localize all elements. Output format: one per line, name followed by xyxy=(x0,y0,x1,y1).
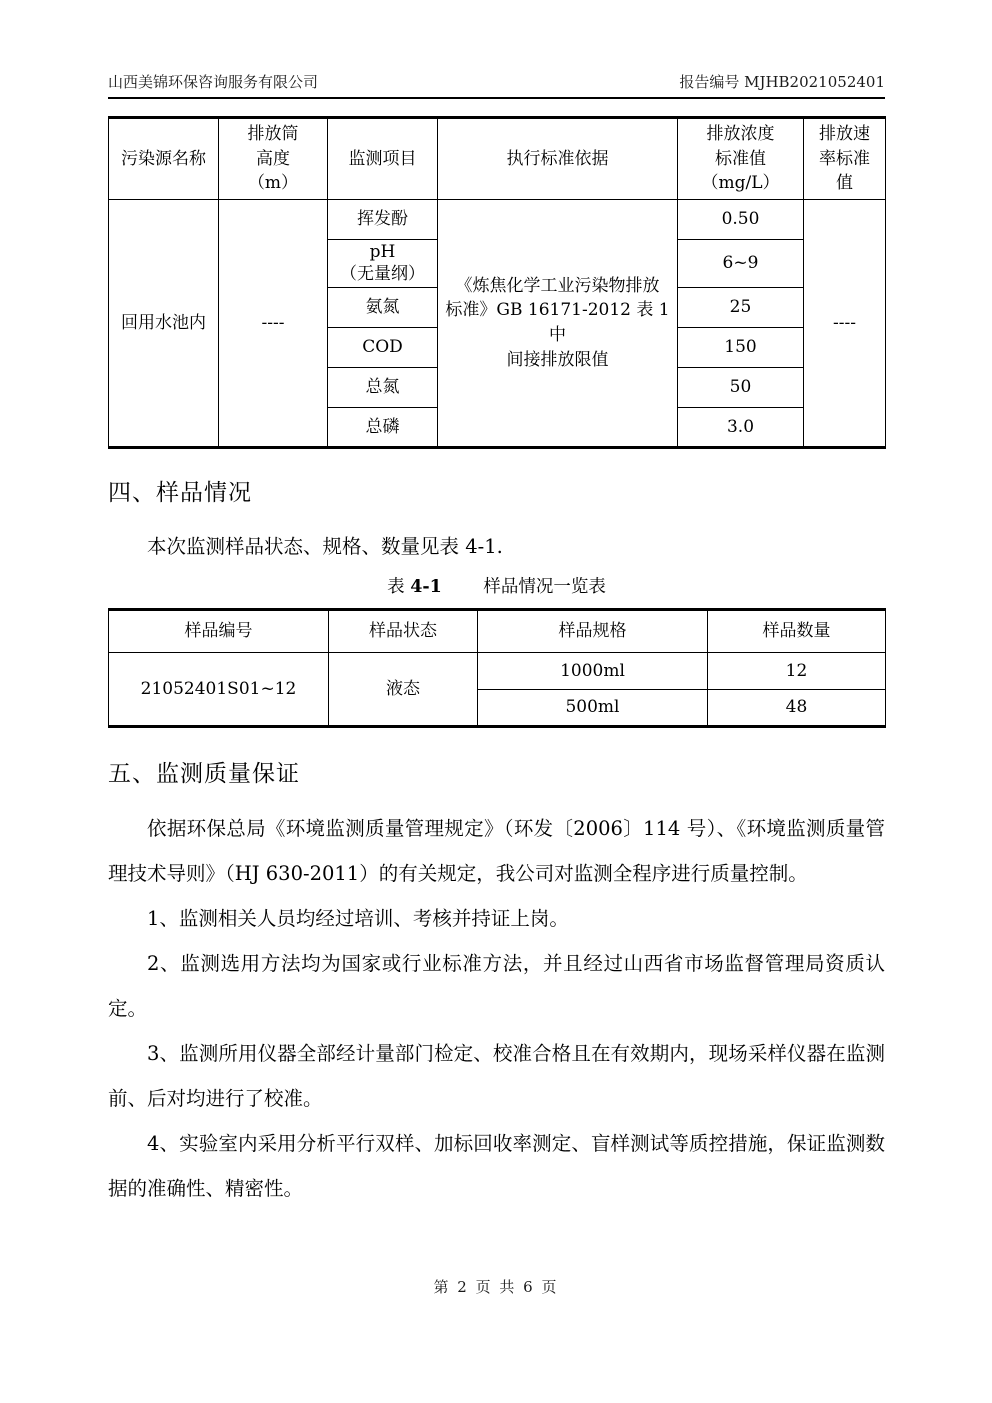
cell-param-value: 50 xyxy=(678,368,804,408)
table1-header-row xyxy=(109,118,886,200)
section-heading-quality-assurance: 五、监测质量保证 xyxy=(108,761,300,787)
cell-sample-qty: 12 xyxy=(708,653,886,690)
header-divider xyxy=(108,97,885,99)
caption-prefix: 表 xyxy=(387,577,405,597)
col-header-sample-id: 样品编号 xyxy=(109,610,329,653)
sample-info-table xyxy=(108,608,886,728)
col-header-rate-limit: 排放速 率标准 值 xyxy=(804,118,886,200)
page-number-footer: 第 2 页 共 6 页 xyxy=(433,1278,559,1296)
cell-sample-spec: 1000ml xyxy=(478,653,708,690)
report-number: 报告编号 MJHB2021052401 xyxy=(679,73,885,91)
table1-row xyxy=(109,200,886,240)
cell-param-name: 总氮 xyxy=(328,368,438,408)
col-header-pollution-source: 污染源名称 xyxy=(109,118,219,200)
cell-param-value: 0.50 xyxy=(678,200,804,240)
cell-param-value: 25 xyxy=(678,288,804,328)
cell-param-name: 挥发酚 xyxy=(328,200,438,240)
col-header-sample-qty: 样品数量 xyxy=(708,610,886,653)
caption-title: 样品情况一览表 xyxy=(483,577,606,597)
cell-param-name: 氨氮 xyxy=(328,288,438,328)
cell-rate-limit: ---- xyxy=(804,200,886,448)
cell-standard-basis: 《炼焦化学工业污染物排放 标准》GB 16171-2012 表 1 中 间接排放限值 xyxy=(438,200,678,448)
cell-sample-spec: 500ml xyxy=(478,690,708,727)
emission-standards-table xyxy=(108,116,886,449)
cell-sample-id: 21052401S01~12 xyxy=(109,653,329,727)
cell-pollution-source: 回用水池内 xyxy=(109,200,219,448)
col-header-monitor-item: 监测项目 xyxy=(328,118,438,200)
table2-header-row xyxy=(109,610,886,653)
qa-point-1: 1、监测相关人员均经过培训、考核并持证上岗。 xyxy=(147,907,569,930)
table2-row xyxy=(109,653,886,690)
cell-param-name: pH （无量纲） xyxy=(328,240,438,288)
qa-point-2: 2、监测选用方法均为国家或行业标准方法，并且经过山西省市场监督管理局资质认定。 xyxy=(108,952,885,1020)
document-header xyxy=(108,72,885,92)
cell-param-value: 6~9 xyxy=(678,240,804,288)
col-header-sample-spec: 样品规格 xyxy=(478,610,708,653)
cell-sample-qty: 48 xyxy=(708,690,886,727)
qa-point-3: 3、监测所用仪器全部经计量部门检定、校准合格且在有效期内，现场采样仪器在监测前、后对均进行了校准。 xyxy=(108,1042,885,1110)
col-header-sample-state: 样品状态 xyxy=(329,610,478,653)
table-caption xyxy=(108,575,885,599)
quality-assurance-text xyxy=(108,806,885,1211)
section-heading-sample-info: 四、样品情况 xyxy=(108,480,252,506)
col-header-stack-height: 排放筒 高度 （m） xyxy=(219,118,328,200)
cell-sample-state: 液态 xyxy=(329,653,478,727)
qa-point-4: 4、实验室内采用分析平行双样、加标回收率测定、盲样测试等质控措施，保证监测数据的准确性、精密性。 xyxy=(108,1132,885,1200)
company-name: 山西美锦环保咨询服务有限公司 xyxy=(108,73,319,91)
cell-stack-height: ---- xyxy=(219,200,328,448)
qa-intro-paragraph: 依据环保总局《环境监测质量管理规定》（环发〔2006〕114 号）、《环境监测质量管理技术导则》（HJ 630-2011）的有关规定，我公司对监测全程序进行质量控制。 xyxy=(108,817,885,885)
cell-param-name: COD xyxy=(328,328,438,368)
col-header-standard-basis: 执行标准依据 xyxy=(438,118,678,200)
cell-param-value: 3.0 xyxy=(678,408,804,448)
col-header-concentration-limit: 排放浓度 标准值（mg/L） xyxy=(678,118,804,200)
cell-param-name: 总磷 xyxy=(328,408,438,448)
sample-intro-paragraph: 本次监测样品状态、规格、数量见表 4-1. xyxy=(147,535,503,558)
caption-number: 4-1 xyxy=(410,577,442,597)
cell-param-value: 150 xyxy=(678,328,804,368)
